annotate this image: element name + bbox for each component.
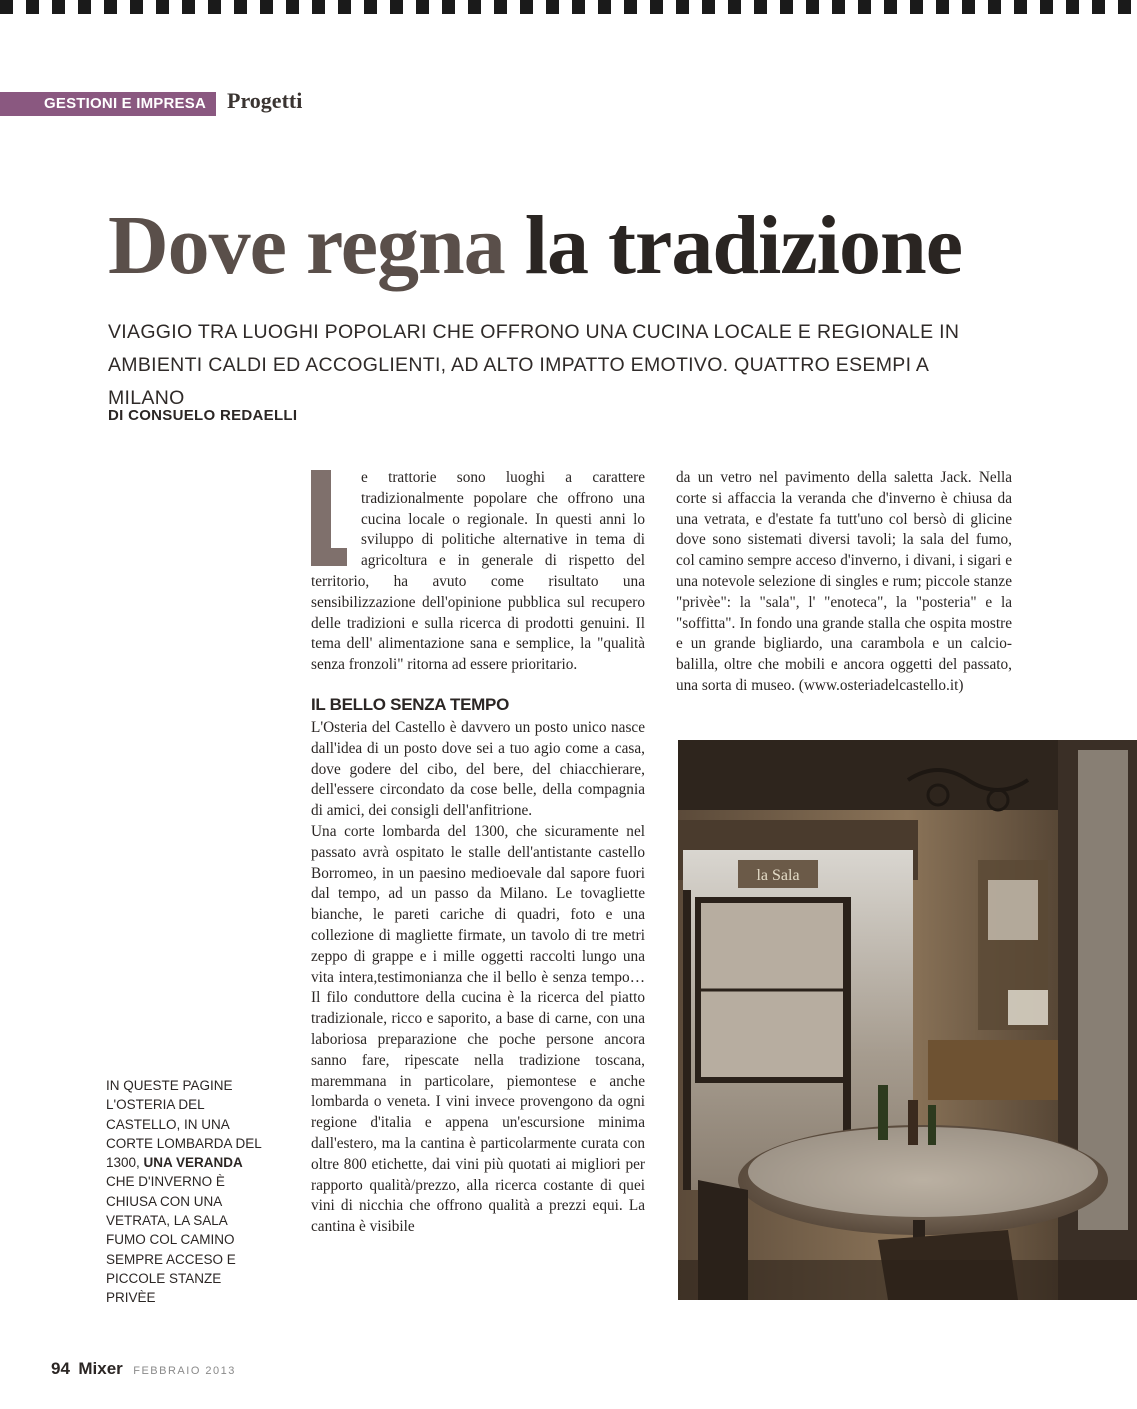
title-part-2: la tradizione <box>524 199 962 292</box>
top-dashed-border <box>0 0 1137 14</box>
subheading: IL BELLO SENZA TEMPO <box>311 694 510 714</box>
photo-caption: IN QUESTE PAGINE L'OSTERIA DEL CASTELLO, IN UNA CORTE LOMBARDA DEL 1300, UNA VERANDA CHE D'INVERNO È CHIUSA CON UNA VETRATA, LA SALA FUMO COL CAMINO SEMPRE ACCESO E PICCOLE STANZE PRIVÈE <box>106 1078 262 1306</box>
paragraph-2: L'Osteria del Castello è davvero un posto unico nasce dall'idea di un posto dove sei a tuo agio come a casa, dove godere del cibo, del bere, del chiacchierare, dell'essere circondato da cose belle, della compagnia di amici, dei consigli dell'anfitrione. <box>311 718 645 820</box>
body-column-2 <box>676 468 1012 697</box>
dropcap-l-icon <box>311 470 347 566</box>
section-sublabel: Progetti <box>227 88 303 113</box>
page-footer <box>51 1359 236 1379</box>
magazine-name: Mixer <box>78 1359 123 1378</box>
paragraph-intro <box>311 468 645 676</box>
article-title <box>108 196 962 296</box>
body-column-1 <box>311 468 645 1238</box>
byline: DI CONSUELO REDAELLI <box>108 407 298 424</box>
paragraph-4: da un vetro nel pavimento della saletta Jack. Nella corte si affaccia la veranda che d'inverno è chiusa da una vetrata, e d'estate fa tutt'uno col bersò di glicine dove sono sistemati diversi tavoli; la sala del fumo, col camino sempre acceso d'inverno, i divani, i sigari e una notevole selezione di singles e rum; piccole stanze "privèe": la "sala", l' "enoteca", la "posteria" e la "soffitta". In fondo una grande stalla che ospita mostre e un grande bigliardo, una carambola e un calcio-balilla, oltre che mobili e ancora oggetti del passato, una sorta di museo. (www.osteriadelcastello.it) <box>676 469 1012 694</box>
section-label: GESTIONI E IMPRESA <box>0 92 216 116</box>
paragraph-3: Una corte lombarda del 1300, che sicuramente nel passato avrà ospitato le stalle dell'antistante castello Borromeo, in un paesino medioevale dal sapore fuori dal tempo, ad un passo da Milano. Le tovagliette bianche, le pareti cariche di quadri, foto e una collezione di magliette firmate, un tavolo di tre metri zeppo di grappe e i mille oggetti raccolti lungo una vita intera,testimonianza che il bello è senza tempo…Il filo conduttore della cucina è la ricerca del piatto tradizionale, ricco e saporito, a base di carne, con una laboriosa preparazione che poche persone ancora sanno fare, ripescate nella tradizione toscana, maremmana in particolare, piemontese e anche lombarda o veneta. I vini invece provengono da ogni regione d'italia e appena un'escursione minima dall'estero, ma la cantina è particolarmente curata con oltre 800 etichette, dai vini più quotati ai migliori per rapporto qualità/prezzo, alla ricerca costante di quei vini di nicchia che offrono qualità a prezzi equi. La cantina è visibile <box>311 822 645 1236</box>
page-number: 94 <box>51 1359 70 1378</box>
title-part-1: Dove regna <box>108 199 525 292</box>
caption-highlight: UNA VERANDA <box>143 1155 243 1171</box>
intro-text: e trattorie sono luoghi a carattere tradizionalmente popolare che offrono una cucina locale o regionale. In questi anni lo sviluppo di politiche alternative in tema di agricoltura e in generale di rispetto del territorio, ha avuto come risultato una sensibilizzazione dell'opinione pubblica sul recupero delle tradizioni e sulla ricerca di prodotti genuini. Il tema dell' alimentazione sana e semplice, la "qualità senza fronzoli" ritorna ad essere prioritario. <box>311 469 645 674</box>
restaurant-photo <box>678 740 1137 1300</box>
photo-sign-text: la Sala <box>756 867 800 884</box>
veranda-photo-icon <box>678 740 1137 1300</box>
issue-date: FEBBRAIO 2013 <box>133 1365 236 1377</box>
article-lead: VIAGGIO TRA LUOGHI POPOLARI CHE OFFRONO UNA CUCINA LOCALE E REGIONALE IN AMBIENTI CALDI ED ACCOGLIENTI, AD ALTO IMPATTO EMOTIVO. QUATTRO ESEMPI A MILANO <box>108 321 960 409</box>
